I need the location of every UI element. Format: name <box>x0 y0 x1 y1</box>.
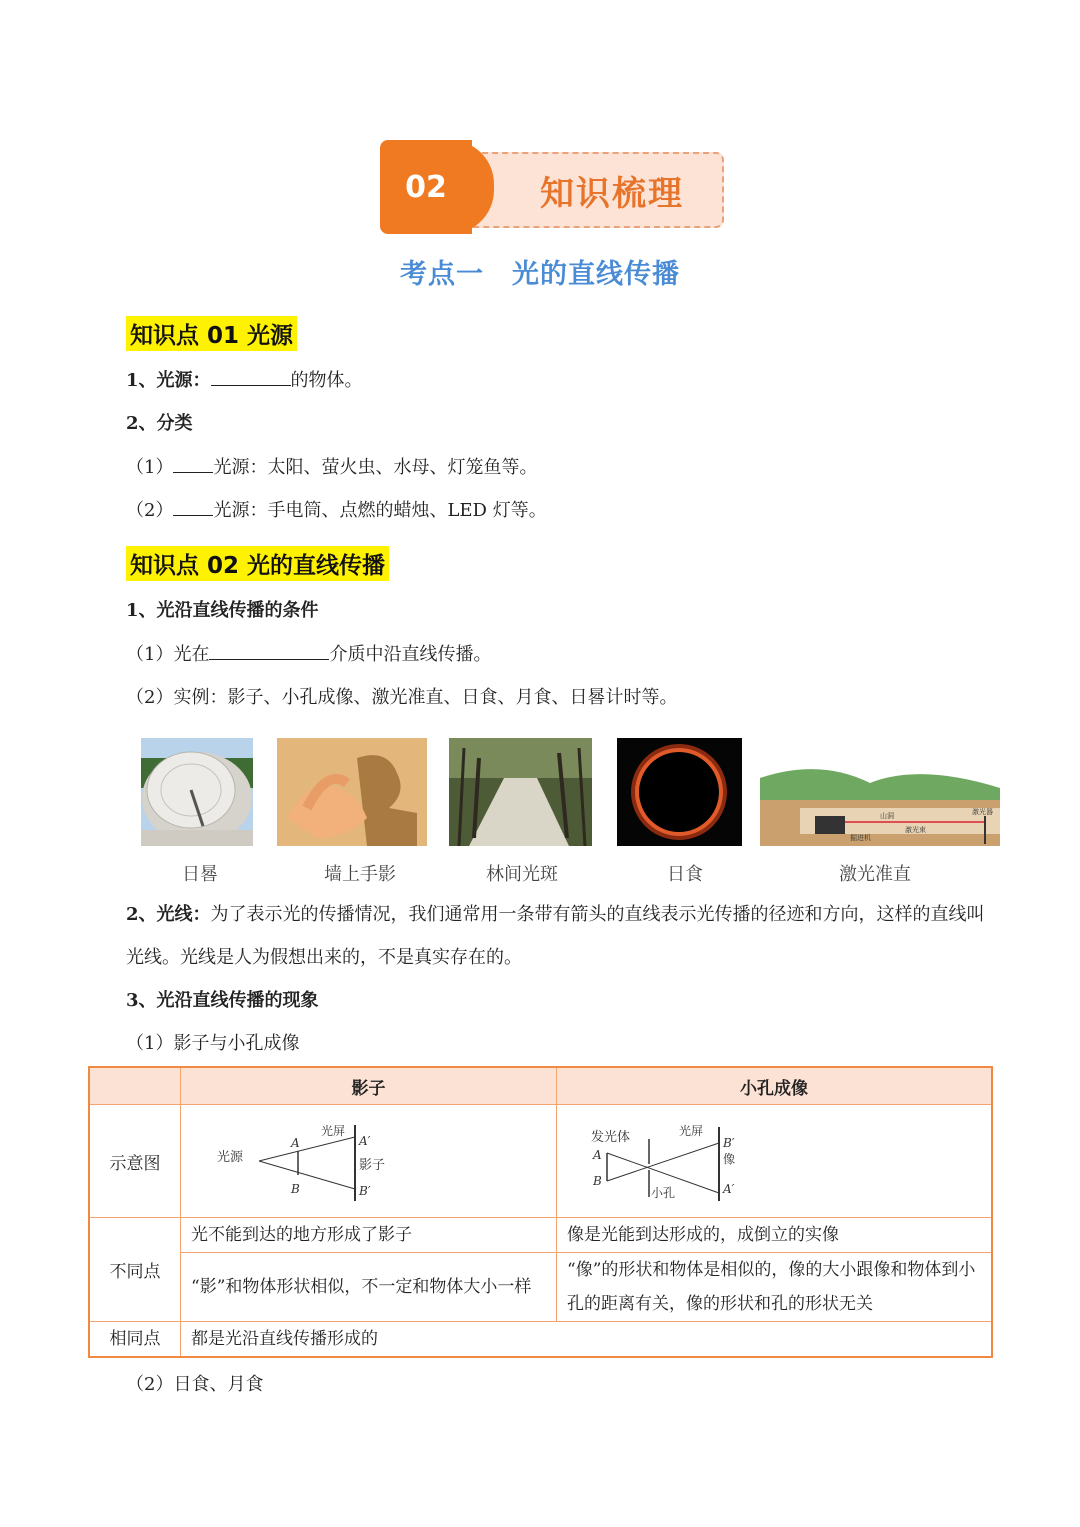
same-row-label: 相同点 <box>89 1322 181 1358</box>
sundial-image <box>141 738 253 846</box>
table-row <box>89 1105 992 1218</box>
label-shadow: 影子 <box>359 1158 386 1173</box>
pinhole-diagram-cell <box>557 1105 993 1218</box>
label-image: 像 <box>723 1152 736 1166</box>
table-row <box>89 1218 992 1253</box>
phenomena-sub1: （1）影子与小孔成像 <box>126 1033 300 1054</box>
caption-laser: 激光准直 <box>839 864 911 885</box>
condition-line-2: （2）实例：影子、小孔成像、激光准直、日食、月食、日晷计时等。 <box>126 687 678 708</box>
label-B: B <box>291 1182 300 1196</box>
fill-blank <box>211 367 291 386</box>
fill-blank <box>173 497 213 516</box>
shadow-diagram-cell <box>181 1105 557 1218</box>
light-source-definition: 1、光源： 的物体。 <box>126 367 363 394</box>
badge-title: 知识梳理 <box>472 152 724 228</box>
diff-row-label: 不同点 <box>89 1218 181 1322</box>
kaodian-title: 考点一 光的直线传播 <box>400 259 680 290</box>
diff-shadow-1: 光不能到达的地方形成了影子 <box>181 1218 557 1253</box>
label-B-prime: B′ <box>359 1184 371 1198</box>
solar-eclipse-image <box>617 738 742 846</box>
label-source: 光源 <box>217 1150 244 1165</box>
diff-shadow-2: “影”和物体形状相似，不一定和物体大小一样 <box>181 1253 557 1322</box>
table-row <box>89 1322 992 1358</box>
phenomena-title: 3、光沿直线传播的现象 <box>126 990 319 1011</box>
fill-blank <box>209 641 329 660</box>
laser-label-laser: 激光器 <box>972 808 993 816</box>
table-header-pinhole: 小孔成像 <box>557 1067 993 1105</box>
same-text: 都是光沿直线传播形成的 <box>181 1322 993 1358</box>
condition-line-1: （1）光在 介质中沿直线传播。 <box>126 641 491 668</box>
label-object: 发光体 <box>591 1130 631 1145</box>
table-header-empty <box>89 1067 181 1105</box>
badge-number: 02 <box>380 140 472 234</box>
table-header-shadow: 影子 <box>181 1067 557 1105</box>
laser-label-beam: 激光束 <box>905 826 926 834</box>
label-screen: 光屏 <box>679 1124 704 1138</box>
label-screen: 光屏 <box>321 1124 346 1138</box>
caption-hand-shadow: 墙上手影 <box>324 864 396 885</box>
section-heading-1: 知识点 01 光源 <box>126 316 297 351</box>
phenomena-sub2: （2）日食、月食 <box>126 1374 264 1395</box>
label-A-prime: A′ <box>359 1134 371 1148</box>
label-B: B <box>593 1174 602 1188</box>
section-heading-2: 知识点 02 光的直线传播 <box>126 546 389 581</box>
light-ray-paragraph: 2、光线：为了表示光的传播情况，我们通常用一条带有箭头的直线表示光传播的径迹和方向，这样的直线叫光线。光线是人为假想出来的，不是真实存在的。 <box>126 904 985 968</box>
caption-eclipse: 日食 <box>667 864 703 885</box>
label-A-prime: A′ <box>723 1182 735 1196</box>
natural-source-line: （1） 光源：太阳、萤火虫、水母、灯笼鱼等。 <box>126 454 537 481</box>
label-A: A <box>593 1148 602 1162</box>
comparison-table <box>88 1066 993 1358</box>
diff-pinhole-1: 像是光能到达形成的，成倒立的实像 <box>557 1218 993 1253</box>
laser-label-cave: 山洞 <box>880 812 894 820</box>
artificial-source-line: （2） 光源：手电筒、点燃的蜡烛、LED 灯等。 <box>126 497 547 524</box>
condition-title: 1、光沿直线传播的条件 <box>126 600 319 621</box>
laser-alignment-image <box>760 738 1000 846</box>
forest-light-image <box>449 738 592 846</box>
shadow-diagram <box>203 1117 403 1205</box>
label-A: A <box>291 1136 300 1150</box>
hand-shadow-image <box>277 738 427 846</box>
diagram-row-label: 示意图 <box>89 1105 181 1218</box>
caption-sundial: 日晷 <box>182 864 218 885</box>
label-pinhole: 小孔 <box>651 1186 676 1200</box>
section-badge <box>380 140 730 234</box>
label-B-prime: B′ <box>723 1136 735 1150</box>
classification-title: 2、分类 <box>126 413 193 434</box>
diff-pinhole-2: “像”的形状和物体是相似的，像的大小跟像和物体到小孔的距离有关，像的形状和孔的形状无关 <box>557 1253 993 1322</box>
laser-label-machine: 掘进机 <box>850 834 871 842</box>
caption-forest-light: 林间光斑 <box>486 864 558 885</box>
table-header-row <box>89 1067 992 1105</box>
table-row <box>89 1253 992 1322</box>
pinhole-diagram <box>579 1117 779 1205</box>
fill-blank <box>173 454 213 473</box>
